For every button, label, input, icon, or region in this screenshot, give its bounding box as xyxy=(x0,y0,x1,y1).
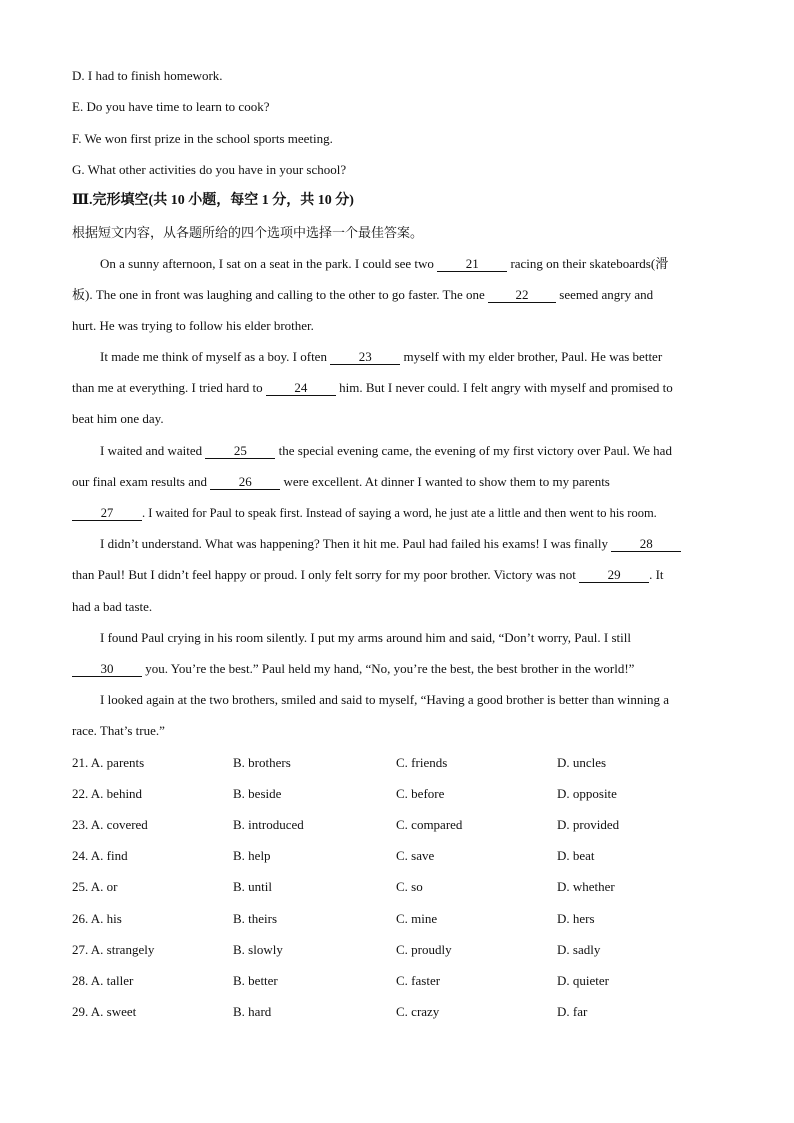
passage-text: seemed angry and xyxy=(556,287,654,302)
passage-text: I didn’t understand. What was happening? Then it hit me. Paul had failed his exams! I was finally xyxy=(100,536,612,551)
passage-line xyxy=(72,661,634,677)
option-b: B. better xyxy=(233,973,278,988)
passage-text: . I waited for Paul to speak first. Instead of saying a word, he just ate a little and then went to his room. xyxy=(142,506,657,520)
blank-23: 23 xyxy=(330,350,400,365)
blank-26: 26 xyxy=(210,475,280,490)
passage-line xyxy=(100,443,672,459)
option-e: E. Do you have time to learn to cook? xyxy=(72,99,270,114)
passage-line: I looked again at the two brothers, smiled and said to myself, “Having a good brother is better than winning a xyxy=(100,692,669,707)
passage-text: than me at everything. I tried hard to xyxy=(72,380,266,395)
passage-line xyxy=(72,505,657,521)
passage-text: were excellent. At dinner I wanted to show them to my parents xyxy=(280,474,610,489)
passage-line xyxy=(72,380,673,396)
option-a: 21. A. parents xyxy=(72,755,145,770)
option-d: D. opposite xyxy=(557,786,617,801)
option-b: B. until xyxy=(233,879,273,894)
passage-line: hurt. He was trying to follow his elder brother. xyxy=(72,318,314,333)
blank-27: 27 xyxy=(72,506,142,521)
option-b: B. help xyxy=(233,848,271,863)
option-d: D. uncles xyxy=(557,755,607,770)
passage-line xyxy=(100,536,681,552)
blank-30: 30 xyxy=(72,662,142,677)
passage-line: beat him one day. xyxy=(72,411,164,426)
option-d: D. provided xyxy=(557,817,620,832)
passage-line xyxy=(72,287,653,303)
passage-text: . It xyxy=(649,567,664,582)
option-d: D. hers xyxy=(557,911,595,926)
passage-text: It made me think of myself as a boy. I often xyxy=(100,349,331,364)
passage-text: you. You’re the best.” Paul held my hand, “No, you’re the best, the best brother in the world!” xyxy=(142,661,635,676)
option-b: B. theirs xyxy=(233,911,278,926)
passage-line: had a bad taste. xyxy=(72,599,153,614)
passage-text: the special evening came, the evening of my first victory over Paul. We had xyxy=(275,443,672,458)
blank-22: 22 xyxy=(488,288,556,303)
option-b: B. hard xyxy=(233,1004,272,1019)
option-b: B. brothers xyxy=(233,755,291,770)
passage-text: myself with my elder brother, Paul. He was better xyxy=(400,349,663,364)
blank-25: 25 xyxy=(205,444,275,459)
option-a: 22. A. behind xyxy=(72,786,143,801)
option-c: C. before xyxy=(396,786,445,801)
option-a: 24. A. find xyxy=(72,848,128,863)
passage-line xyxy=(100,256,668,272)
option-c: C. proudly xyxy=(396,942,452,957)
passage-line xyxy=(100,349,662,365)
option-g: G. What other activities do you have in your school? xyxy=(72,162,347,177)
blank-29: 29 xyxy=(579,568,649,583)
passage-text: him. But I never could. I felt angry with myself and promised to xyxy=(335,380,673,395)
passage-text: On a sunny afternoon, I sat on a seat in the park. I could see two xyxy=(100,256,438,271)
option-c: C. friends xyxy=(396,755,448,770)
option-d: D. I had to finish homework. xyxy=(72,68,223,83)
option-a: 29. A. sweet xyxy=(72,1004,137,1019)
passage-text: our final exam results and xyxy=(72,474,211,489)
passage-line xyxy=(72,474,610,490)
passage-text: 板). The one in front was laughing and calling to the other to go faster. The one xyxy=(72,287,489,302)
passage-line xyxy=(72,567,664,583)
option-c: C. crazy xyxy=(396,1004,440,1019)
option-a: 25. A. or xyxy=(72,879,118,894)
option-a: 26. A. his xyxy=(72,911,122,926)
option-d: D. whether xyxy=(557,879,615,894)
option-d: D. quieter xyxy=(557,973,609,988)
passage-text: racing on their skateboards(滑 xyxy=(507,256,669,271)
option-b: B. beside xyxy=(233,786,282,801)
option-d: D. beat xyxy=(557,848,595,863)
option-c: C. save xyxy=(396,848,435,863)
passage-text: I waited and waited xyxy=(100,443,206,458)
blank-28: 28 xyxy=(611,537,681,552)
option-a: 23. A. covered xyxy=(72,817,148,832)
option-d: D. far xyxy=(557,1004,588,1019)
option-f: F. We won first prize in the school sports meeting. xyxy=(72,131,333,146)
option-b: B. introduced xyxy=(233,817,304,832)
option-c: C. mine xyxy=(396,911,438,926)
blank-24: 24 xyxy=(266,381,336,396)
option-c: C. so xyxy=(396,879,423,894)
option-a: 27. A. strangely xyxy=(72,942,155,957)
option-c: C. faster xyxy=(396,973,441,988)
passage-text: than Paul! But I didn’t feel happy or proud. I only felt sorry for my poor brother. Victory was not xyxy=(72,567,580,582)
blank-21: 21 xyxy=(437,257,507,272)
passage-line: race. That’s true.” xyxy=(72,723,165,738)
option-d: D. sadly xyxy=(557,942,601,957)
section-instruction: 根据短文内容，从各题所给的四个选项中选择一个最佳答案。 xyxy=(72,225,424,240)
section-heading: Ⅲ.完形填空(共 10 小题，每空 1 分，共 10 分) xyxy=(72,193,354,208)
option-a: 28. A. taller xyxy=(72,973,134,988)
passage-line: I found Paul crying in his room silently. I put my arms around him and said, “Don’t worry, Paul. I still xyxy=(100,630,632,645)
option-c: C. compared xyxy=(396,817,463,832)
option-b: B. slowly xyxy=(233,942,283,957)
